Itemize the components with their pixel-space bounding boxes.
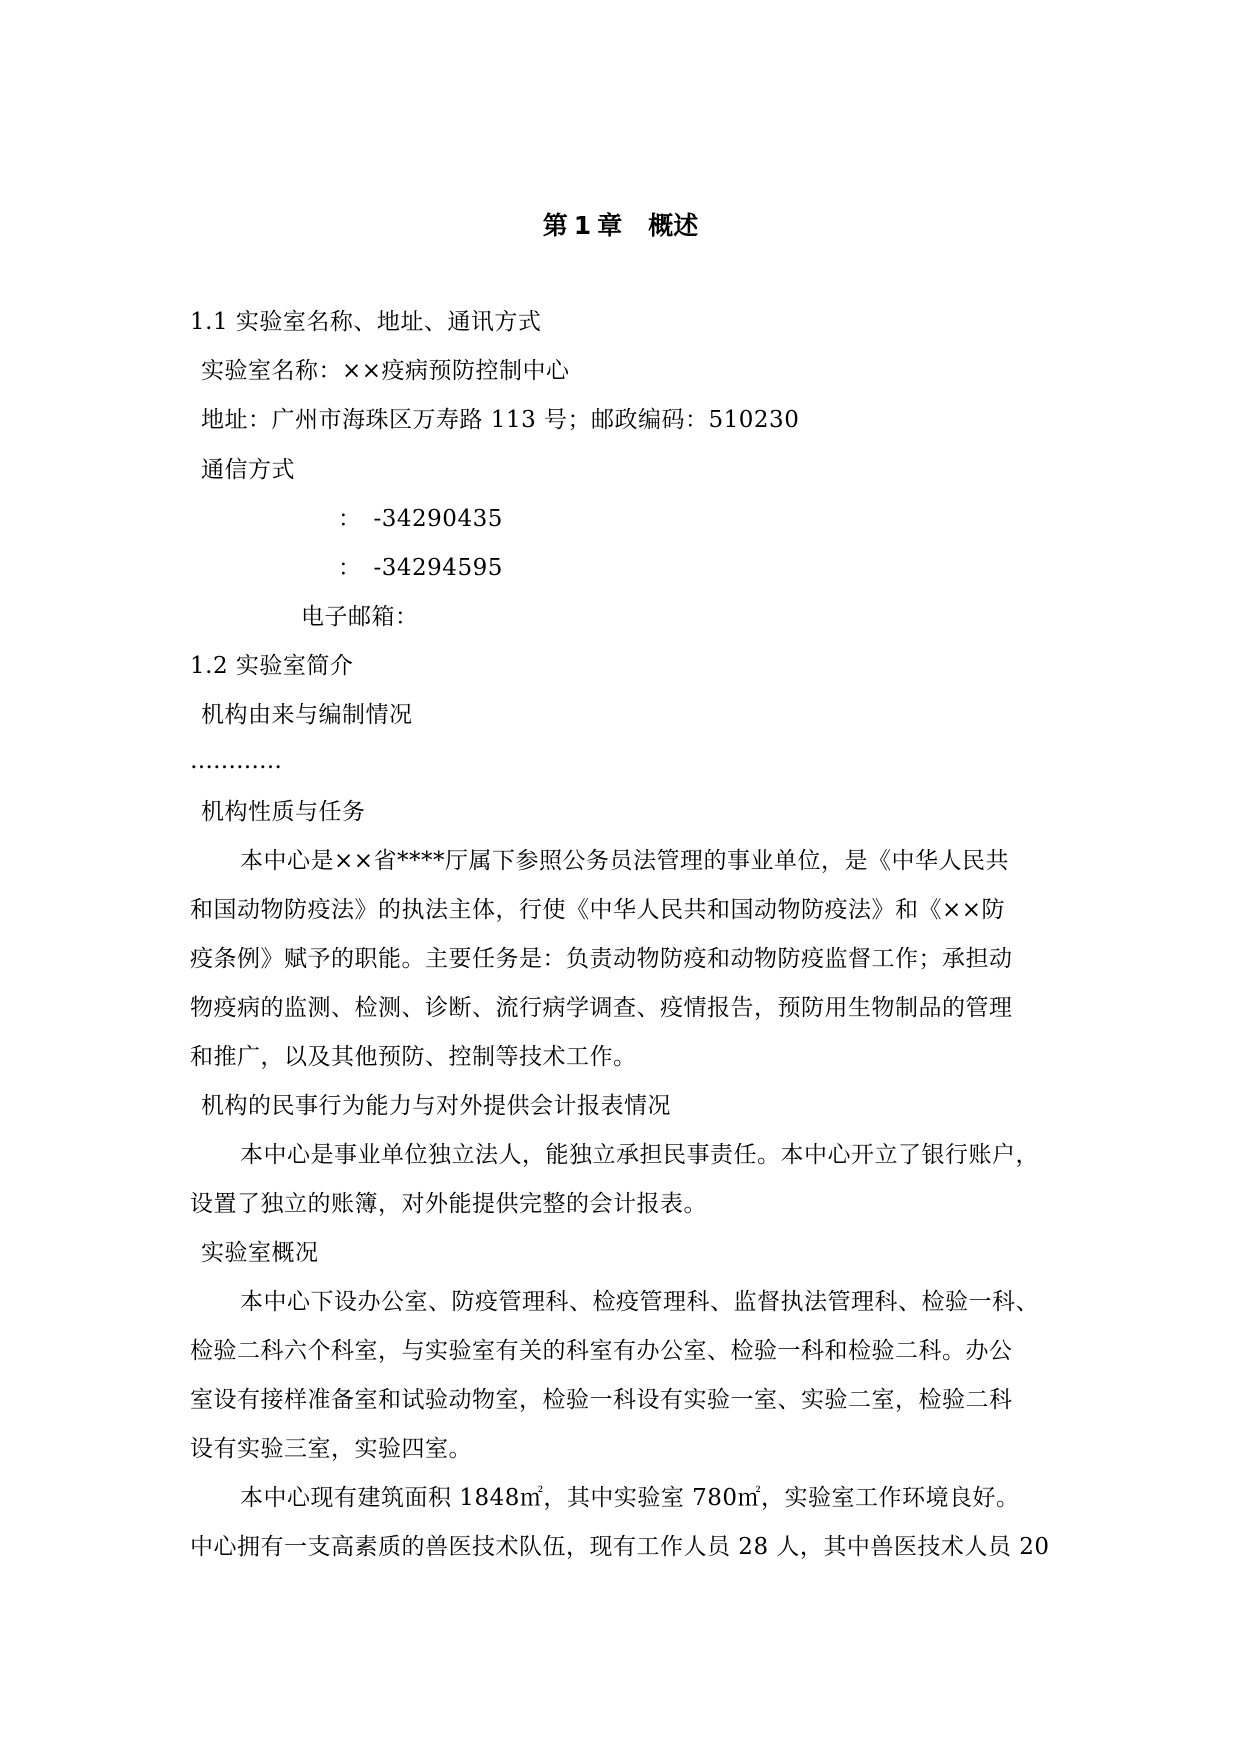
contact-heading: 通信方式 (201, 457, 295, 483)
chapter-number: 1 (573, 211, 592, 240)
paragraph-line: 室设有接样准备室和试验动物室，检验一科设有实验一室、实验二室，检验二科 (190, 1387, 1013, 1413)
section-heading-1-2: 1.2 实验室简介 (190, 653, 354, 679)
chapter-label-suffix: 章 (597, 211, 623, 240)
chapter-title (0, 210, 1241, 242)
paragraph-line: 设置了独立的账簿，对外能提供完整的会计报表。 (190, 1191, 707, 1217)
paragraph-line: 和国动物防疫法》的执法主体，行使《中华人民共和国动物防疫法》和《××防 (190, 897, 1006, 923)
phone-line-1: ： -34290435 (338, 506, 503, 532)
paragraph-line: 物疫病的监测、检测、诊断、流行病学调查、疫情报告，预防用生物制品的管理 (190, 995, 1013, 1021)
paragraph-line: 设有实验三室，实验四室。 (190, 1436, 472, 1462)
chapter-label-prefix: 第 (542, 211, 568, 240)
chapter-name: 概述 (648, 211, 699, 240)
origin-heading: 机构由来与编制情况 (201, 702, 413, 728)
nature-heading: 机构性质与任务 (201, 799, 366, 825)
address-line: 地址：广州市海珠区万寿路 113 号；邮政编码：510230 (201, 407, 800, 433)
paragraph-line: 本中心下设办公室、防疫管理科、检疫管理科、监督执法管理科、检验一科、 (240, 1289, 1039, 1315)
paragraph-line: 本中心现有建筑面积 1848㎡，其中实验室 780㎡，实验室工作环境良好。 (240, 1485, 1020, 1511)
section-heading-1-1: 1.1 实验室名称、地址、通讯方式 (190, 309, 542, 335)
paragraph-line: 检验二科六个科室，与实验室有关的科室有办公室、检验一科和检验二科。办公 (190, 1338, 1013, 1364)
email-line: 电子邮箱： (301, 604, 419, 630)
civil-heading: 机构的民事行为能力与对外提供会计报表情况 (201, 1093, 671, 1119)
phone-line-2: ： -34294595 (338, 555, 503, 581)
paragraph-line: 中心拥有一支高素质的兽医技术队伍，现有工作人员 28 人，其中兽医技术人员 20 (190, 1534, 1050, 1560)
lab-name-line: 实验室名称：××疫病预防控制中心 (201, 358, 570, 384)
paragraph-line: 和推广，以及其他预防、控制等技术工作。 (190, 1044, 637, 1070)
paragraph-line: 本中心是事业单位独立法人，能独立承担民事责任。本中心开立了银行账户， (240, 1142, 1039, 1168)
overview-heading: 实验室概况 (201, 1240, 319, 1266)
paragraph-line: 疫条例》赋予的职能。主要任务是：负责动物防疫和动物防疫监督工作；承担动 (190, 946, 1013, 972)
paragraph-line: 本中心是××省****厅属下参照公务员法管理的事业单位，是《中华人民共 (240, 848, 1010, 874)
ellipsis-line: ………… (190, 748, 282, 774)
